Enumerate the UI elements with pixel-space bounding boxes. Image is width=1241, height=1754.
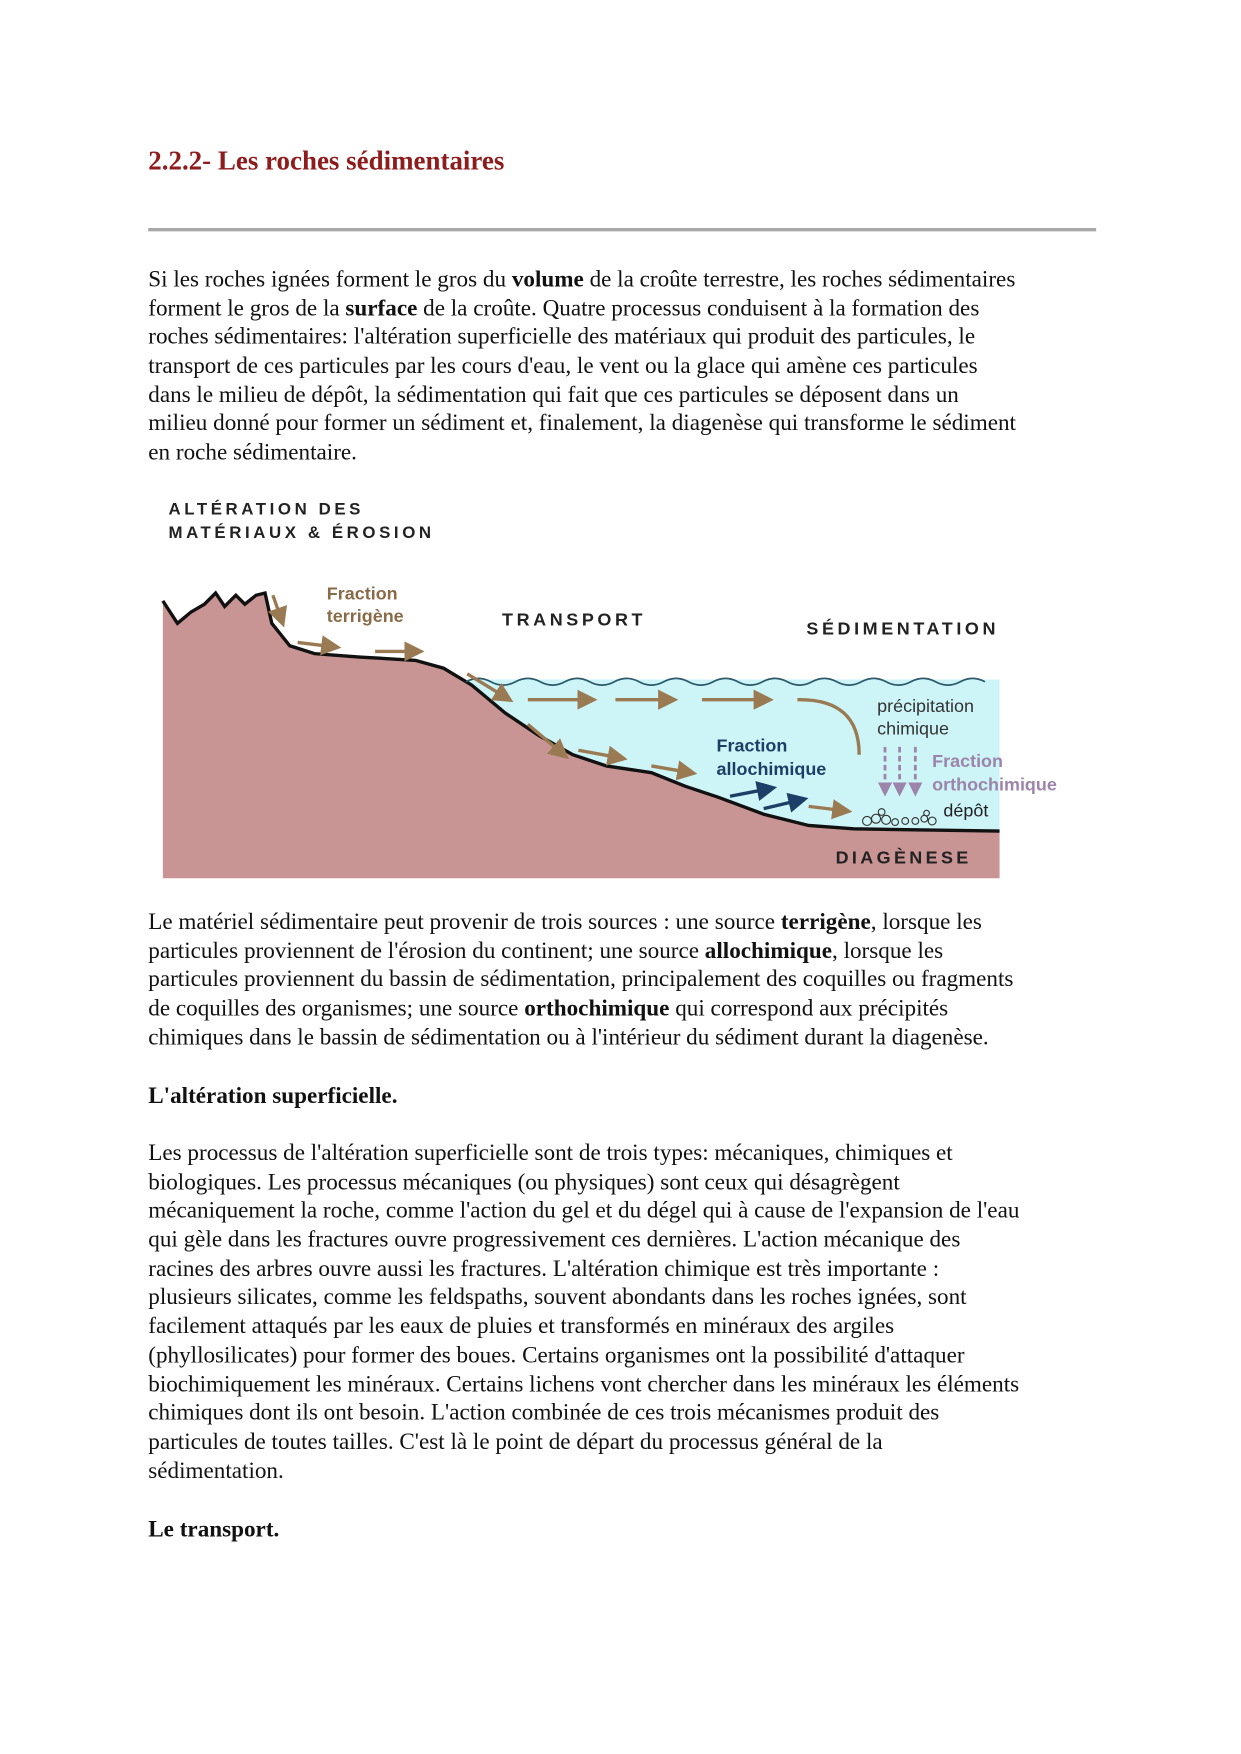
diagram-title-line1: ALTÉRATION DES bbox=[168, 499, 364, 519]
label-fraction-orthochimique-1: Fraction bbox=[932, 751, 1004, 772]
bold-term: orthochimique bbox=[524, 996, 670, 1021]
text-segment: transport de ces particules par les cours d'eau, le vent ou la glace qui amène ces particules bbox=[148, 353, 978, 379]
text-segment: particules proviennent du bassin de sédimentation, principalement des coquilles ou fragments bbox=[148, 967, 1014, 993]
text-line bbox=[148, 1140, 1019, 1169]
section-heading: 2.2.2- Les roches sédimentaires bbox=[148, 147, 505, 177]
text-segment: sédimentation. bbox=[148, 1458, 284, 1484]
text-segment: de la croûte terrestre, les roches sédimentaires bbox=[583, 267, 1016, 293]
text-segment: roches sédimentaires: l'altération superficielle des matériaux qui produit des particules, le bbox=[148, 324, 976, 350]
text-segment: qui gèle dans les fractures ouvre progressivement ces dernières. L'action mécanique des bbox=[148, 1227, 961, 1253]
text-segment: en roche sédimentaire. bbox=[148, 440, 357, 466]
text-segment: de coquilles des organismes; une source bbox=[148, 996, 525, 1021]
text-segment: , lorsque les bbox=[832, 938, 944, 964]
text-segment: particules proviennent de l'érosion du continent; une source bbox=[148, 938, 705, 964]
text-segment: particules de toutes tailles. C'est là le point de départ du processus général de la bbox=[148, 1429, 883, 1455]
label-transport: TRANSPORT bbox=[502, 609, 647, 630]
text-segment: mécaniquement la roche, comme l'action du gel et du dégel qui à cause de l'expansion de l'eau bbox=[148, 1198, 1020, 1224]
text-segment: racines des arbres ouvre aussi les fractures. L'altération chimique est très importante : bbox=[148, 1256, 940, 1282]
text-segment: Les processus de l'altération superficielle sont de trois types: mécaniques, chimiques et bbox=[148, 1141, 953, 1166]
text-line bbox=[148, 995, 1013, 1024]
bold-term: allochimique bbox=[704, 938, 833, 964]
text-segment: biochimiquement les minéraux. Certains lichens vont chercher dans les minéraux les éléments bbox=[148, 1371, 1020, 1397]
text-segment: Le matériel sédimentaire peut provenir de trois sources : une source bbox=[148, 909, 781, 935]
text-line bbox=[148, 1342, 1019, 1371]
text-segment: milieu donné pour former un sédiment et, finalement, la diagenèse qui transforme le sédiment bbox=[148, 411, 1016, 437]
paragraph-sources bbox=[148, 909, 1013, 1053]
subheading-alteration: L'altération superficielle. bbox=[148, 1083, 398, 1109]
text-line bbox=[148, 1400, 1019, 1429]
label-sedimentation: SÉDIMENTATION bbox=[806, 618, 1000, 639]
text-segment: chimiques dont ils ont besoin. L'action combinée de ces trois mécanismes produit des bbox=[148, 1400, 940, 1426]
text-segment: de la croûte. Quatre processus conduisent à la formation des bbox=[417, 296, 980, 321]
text-segment: chimiques dans le bassin de sédimentation ou à l'intérieur du sédiment durant la diagenèse. bbox=[148, 1025, 989, 1050]
text-line bbox=[148, 1313, 1019, 1342]
text-line bbox=[148, 966, 1013, 995]
bold-term: terrigène bbox=[780, 909, 871, 935]
text-line bbox=[148, 1428, 1019, 1457]
text-line bbox=[148, 1371, 1019, 1400]
label-precipitation-1: précipitation bbox=[877, 696, 974, 717]
label-fraction-allochimique-2: allochimique bbox=[716, 758, 827, 779]
bold-term: volume bbox=[511, 267, 584, 293]
diagram-title-line2: MATÉRIAUX & ÉROSION bbox=[168, 522, 435, 542]
text-segment: , lorsque les bbox=[870, 909, 982, 935]
text-line bbox=[148, 1198, 1019, 1227]
label-fraction-allochimique-1: Fraction bbox=[716, 735, 788, 756]
subheading-transport: Le transport. bbox=[148, 1517, 280, 1543]
text-line bbox=[148, 1024, 1013, 1053]
text-segment: dans le milieu de dépôt, la sédimentation qui fait que ces particules se déposent dans un bbox=[148, 382, 959, 408]
label-fraction-terrigene-2: terrigène bbox=[326, 606, 404, 627]
paragraph-alteration bbox=[148, 1140, 1019, 1486]
text-line bbox=[148, 1255, 1019, 1284]
text-line bbox=[148, 1457, 1019, 1486]
label-fraction-orthochimique-2: orthochimique bbox=[932, 774, 1057, 795]
text-line bbox=[148, 909, 1013, 938]
text-line bbox=[148, 1284, 1019, 1313]
label-fraction-terrigene-1: Fraction bbox=[326, 583, 398, 604]
text-segment: forment le gros de la bbox=[148, 296, 346, 321]
bold-term: surface bbox=[345, 296, 418, 321]
text-segment: qui correspond aux précipités bbox=[669, 996, 949, 1021]
label-depot: dépôt bbox=[943, 800, 989, 821]
text-segment: Si les roches ignées forment le gros du bbox=[148, 267, 512, 293]
label-precipitation-2: chimique bbox=[877, 718, 950, 739]
text-segment: (phyllosilicates) pour former des boues. Certains organismes ont la possibilité d'attaquer bbox=[148, 1343, 965, 1368]
label-diagenese: DIAGÈNESE bbox=[835, 847, 972, 868]
text-segment: facilement attaqués par les eaux de pluies et transformés en minéraux des argiles bbox=[148, 1314, 895, 1339]
text-segment: plusieurs silicates, comme les feldspaths, souvent abondants dans les roches ignées, sont bbox=[148, 1285, 967, 1311]
text-line bbox=[148, 937, 1013, 966]
text-line bbox=[148, 1226, 1019, 1255]
text-segment: biologiques. Les processus mécaniques (ou physiques) sont ceux qui désagrègent bbox=[148, 1169, 900, 1195]
text-line bbox=[148, 1169, 1019, 1198]
